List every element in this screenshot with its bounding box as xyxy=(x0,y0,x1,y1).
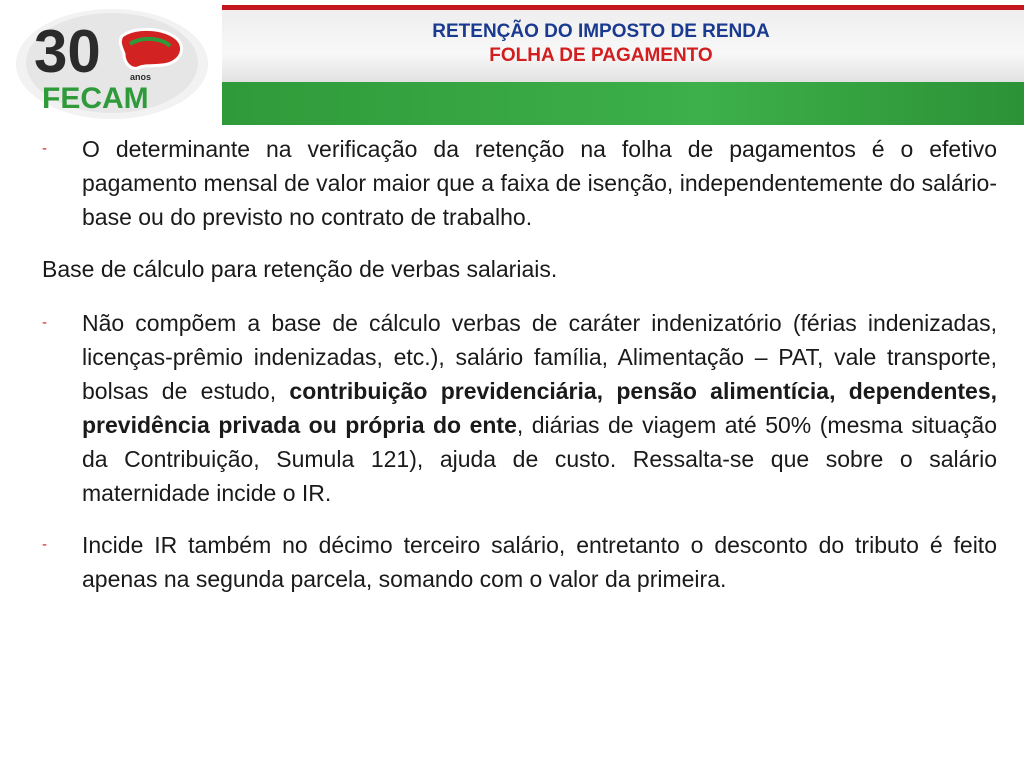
section-heading: Base de cálculo para retenção de verbas salariais. xyxy=(42,256,558,282)
state-map-icon xyxy=(120,29,181,68)
bullet-dash: - xyxy=(42,314,47,331)
logo-number-text: 30 xyxy=(34,18,101,85)
slide-header xyxy=(0,0,1024,125)
logo-fecam-text: FECAM xyxy=(42,82,149,115)
logo-anos-text: anos xyxy=(130,72,152,82)
fecam-30-anos-logo xyxy=(14,6,210,120)
bullet-paragraph-3 xyxy=(42,528,997,596)
slide-body xyxy=(42,132,997,614)
bullet-dash: - xyxy=(42,140,47,157)
bullet-paragraph-2 xyxy=(42,306,997,510)
paragraph-text-part2: , diárias de viagem até 50% (mesma situação da Contribuição, Sumula 121), ajuda de custo. Ressalta-se que sobre o salário maternidade incide o IR. xyxy=(82,412,997,506)
header-green-bar xyxy=(222,82,1024,125)
paragraph-text: Incide IR também no décimo terceiro salário, entretanto o desconto do tributo é feito apenas na segunda parcela, somando com o valor da primeira. xyxy=(82,532,997,592)
paragraph-text-bold: contribuição previdenciária, pensão alimentícia, dependentes, previdência privada ou própria do ente xyxy=(82,378,998,438)
bullet-dash: - xyxy=(42,536,47,553)
title-line-1: RETENÇÃO DO IMPOSTO DE RENDA xyxy=(432,21,770,42)
page-title xyxy=(230,20,972,68)
title-line-2: FOLHA DE PAGAMENTO xyxy=(489,45,713,66)
paragraph-text: O determinante na verificação da retenção na folha de pagamentos é o efetivo pagamento mensal de valor maior que a faixa de isenção, independentemente do salário-base ou do previsto no contrato de trabalho. xyxy=(82,136,997,230)
bullet-paragraph-1 xyxy=(42,132,997,234)
paragraph-text-part1: Não compõem a base de cálculo verbas de caráter indenizatório (férias indenizadas, licenças-prêmio indenizadas, etc.), salário família, Alimentação – PAT, vale transporte, bolsas de estudo, xyxy=(82,310,997,404)
